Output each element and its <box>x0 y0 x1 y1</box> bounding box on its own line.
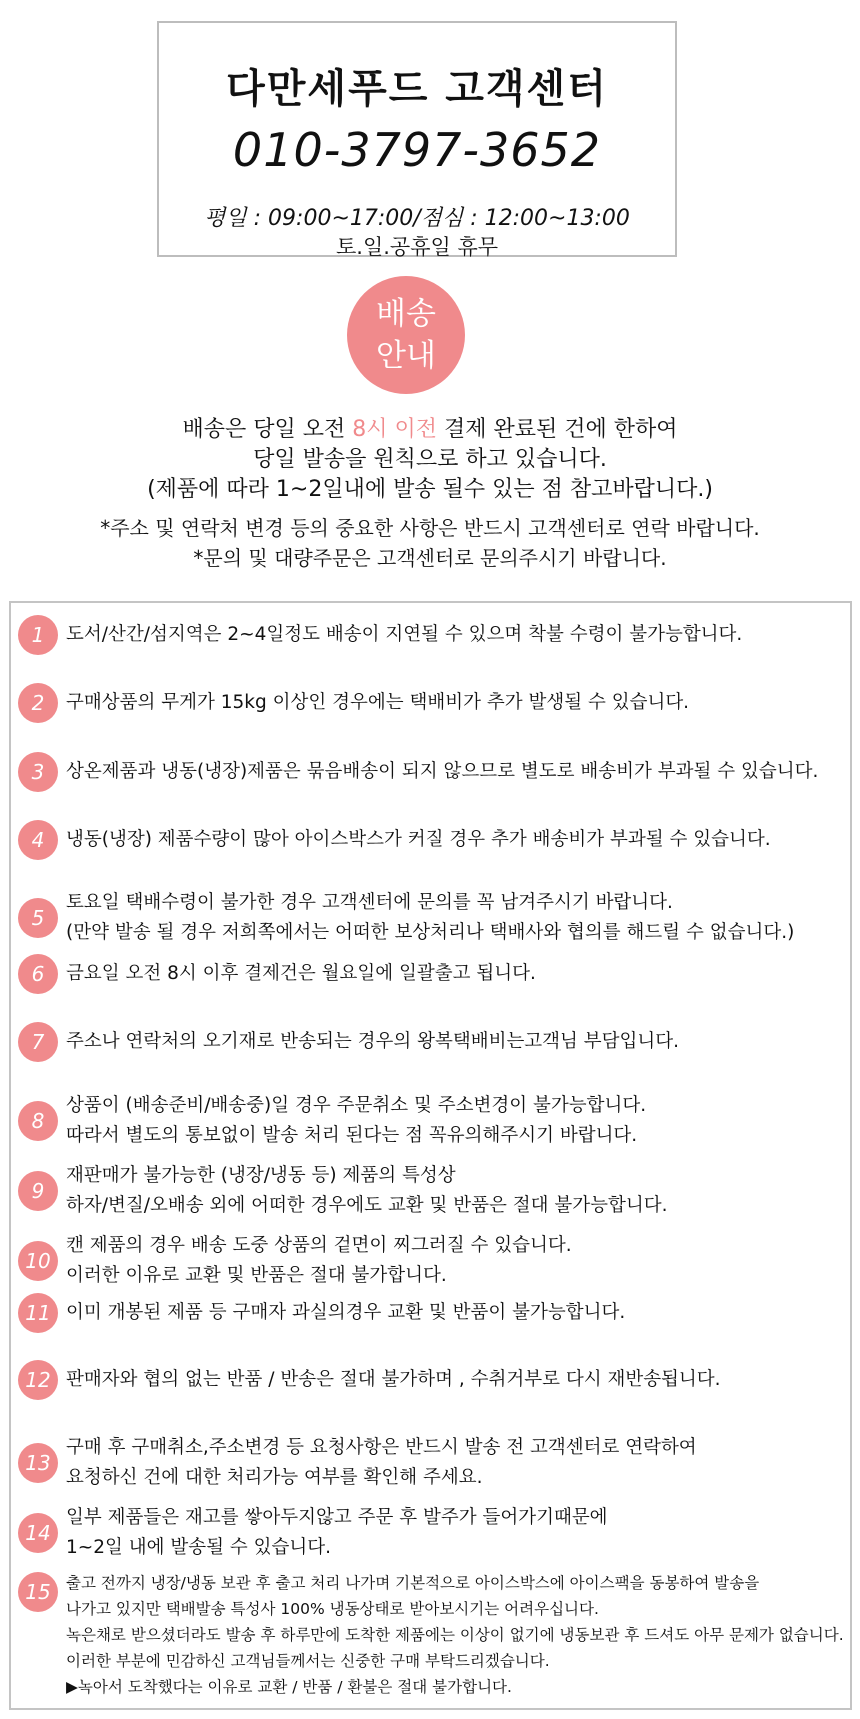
term-line: 판매자와 협의 없는 반품 / 반송은 절대 불가하며 , 수취거부로 다시 재반송됩니다. <box>66 1369 721 1390</box>
term-line: 토요일 택배수령이 불가한 경우 고객센터에 문의를 꼭 남겨주시기 바랍니다. <box>66 892 673 913</box>
term-line: 따라서 별도의 통보없이 발송 처리 된다는 점 꼭유의해주시기 바랍니다. <box>66 1125 638 1146</box>
term-line: 캔 제품의 경우 배송 도중 상품의 겉면이 찌그러질 수 있습니다. <box>66 1235 572 1256</box>
term-line: 재판매가 불가능한 (냉장/냉동 등) 제품의 특성상 <box>66 1165 456 1186</box>
term-number-badge: 2 <box>18 683 58 723</box>
term-line: 하자/변질/오배송 외에 어떠한 경우에도 교환 및 반품은 절대 불가능합니다. <box>66 1195 668 1216</box>
term-number-badge: 15 <box>18 1572 58 1612</box>
term-line: 도서/산간/섬지역은 2~4일정도 배송이 지연될 수 있으며 착불 수령이 불가능합니다. <box>66 624 743 645</box>
term-number-badge: 10 <box>18 1241 58 1281</box>
term-number-badge: 9 <box>18 1171 58 1211</box>
term-text <box>66 1570 844 1700</box>
term-number-badge: 12 <box>18 1360 58 1400</box>
term-number-badge: 4 <box>18 820 58 860</box>
term-line: 일부 제품들은 재고를 쌓아두지않고 주문 후 발주가 들어가기때문에 <box>66 1507 608 1528</box>
shipping-cutoff-highlight: 8시 이전 <box>352 417 437 442</box>
shipping-line-1-after: 결제 완료된 건에 한하여 <box>437 417 678 442</box>
term-line: 구매상품의 무게가 15kg 이상인 경우에는 택배비가 추가 발생될 수 있습니다. <box>66 692 690 713</box>
customer-center-title: 다만세푸드 고객센터 <box>226 66 608 112</box>
term-line: 상온제품과 냉동(냉장)제품은 묶음배송이 되지 않으므로 별도로 배송비가 부과될 수 있습니다. <box>66 761 819 782</box>
term-line: 상품이 (배송준비/배송중)일 경우 주문취소 및 주소변경이 불가능합니다. <box>66 1095 647 1116</box>
holiday-notice: 토.일.공휴일 휴무 <box>335 235 499 259</box>
term-line: 1~2일 내에 발송될 수 있습니다. <box>66 1537 332 1558</box>
term-text <box>66 688 689 718</box>
term-number-badge: 5 <box>18 898 58 938</box>
shipping-line-2: 당일 발송을 원칙으로 하고 있습니다. <box>253 447 607 472</box>
term-line: 주소나 연락처의 오기재로 반송되는 경우의 왕복택배비는고객님 부담입니다. <box>66 1031 680 1052</box>
badge-line-1: 배송 <box>376 296 436 332</box>
term-number-badge: 14 <box>18 1513 58 1553</box>
term-line: 구매 후 구매취소,주소변경 등 요청사항은 반드시 발송 전 고객센터로 연락하여 <box>66 1437 697 1458</box>
term-number-badge: 3 <box>18 752 58 792</box>
term-text <box>66 959 536 989</box>
term-text <box>66 1298 625 1328</box>
term-line: 나가고 있지만 택배발송 특성사 100% 냉동상태로 받아보시기는 어려우십니다. <box>66 1600 599 1618</box>
term-line: 출고 전까지 냉장/냉동 보관 후 출고 처리 나가며 기본적으로 아이스박스에 아이스팩을 동봉하여 발송을 <box>66 1574 760 1592</box>
business-hours: 평일 : 09:00~17:00/점심 : 12:00~13:00 <box>204 206 630 231</box>
term-line: 요청하신 건에 대한 처리가능 여부를 확인해 주세요. <box>66 1467 483 1488</box>
shipping-line-1 <box>0 412 860 443</box>
customer-center-phone: 010-3797-3652 <box>232 123 602 177</box>
term-number-badge: 8 <box>18 1101 58 1141</box>
shipping-line-3: (제품에 따라 1~2일내에 발송 될수 있는 점 참고바랍니다.) <box>147 477 713 502</box>
shipping-note-2: *문의 및 대량주문은 고객센터로 문의주시기 바랍니다. <box>193 546 667 570</box>
term-line: ▶녹아서 도착했다는 이유로 교환 / 반품 / 환불은 절대 불가합니다. <box>66 1678 512 1696</box>
term-number-badge: 7 <box>18 1022 58 1062</box>
term-line: 이미 개봉된 제품 등 구매자 과실의경우 교환 및 반품이 불가능합니다. <box>66 1302 626 1323</box>
term-line: 냉동(냉장) 제품수량이 많아 아이스박스가 커질 경우 추가 배송비가 부과될 수 있습니다. <box>66 829 771 850</box>
term-text <box>66 1433 697 1493</box>
term-text <box>66 620 742 650</box>
term-line: 이러한 이유로 교환 및 반품은 절대 불가합니다. <box>66 1265 447 1286</box>
term-line: 녹은채로 받으셨더라도 발송 후 하루만에 도착한 제품에는 이상이 없기에 냉동보관 후 드셔도 아무 문제가 없습니다. <box>66 1626 844 1644</box>
term-text <box>66 1027 679 1057</box>
term-text <box>66 888 794 948</box>
term-text <box>66 757 818 787</box>
term-text <box>66 1503 608 1563</box>
term-number-badge: 6 <box>18 954 58 994</box>
term-line: (만약 발송 될 경우 저희쪽에서는 어떠한 보상처리나 택배사와 협의를 해드릴 수 없습니다.) <box>66 922 795 943</box>
term-text <box>66 1161 668 1221</box>
shipping-note-1: *주소 및 연락처 변경 등의 중요한 사항은 반드시 고객센터로 연락 바랍니다. <box>100 516 760 540</box>
term-line: 이러한 부분에 민감하신 고객님들께서는 신중한 구매 부탁드리겠습니다. <box>66 1652 550 1670</box>
term-text <box>66 1231 572 1291</box>
customer-center-box <box>157 21 677 257</box>
term-line: 금요일 오전 8시 이후 결제건은 월요일에 일괄출고 됩니다. <box>66 963 536 984</box>
shipping-line-1-before: 배송은 당일 오전 <box>182 417 353 442</box>
terms-box <box>9 601 852 1710</box>
term-text <box>66 1365 721 1395</box>
badge-line-2: 안내 <box>376 338 436 374</box>
term-number-badge: 1 <box>18 615 58 655</box>
term-number-badge: 13 <box>18 1443 58 1483</box>
term-text <box>66 1091 646 1151</box>
shipping-guide-badge <box>347 276 465 394</box>
term-number-badge: 11 <box>18 1293 58 1333</box>
term-text <box>66 825 771 855</box>
